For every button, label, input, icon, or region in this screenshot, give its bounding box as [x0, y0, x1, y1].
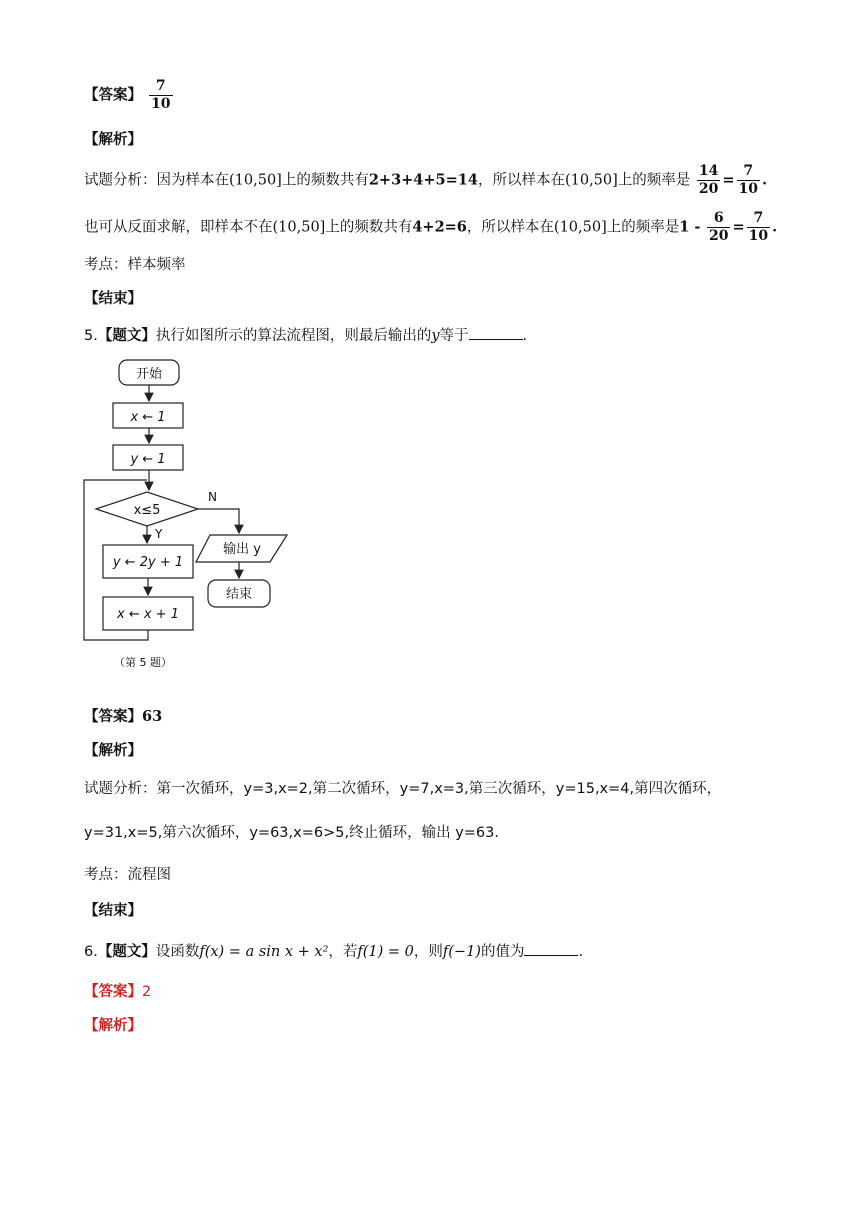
q4-l1-text-c: ，所以样本在: [477, 172, 565, 189]
frac-den: 10: [738, 181, 759, 197]
flow-output-label: 输出 y: [223, 542, 261, 557]
q5-answer-value: 63: [142, 708, 163, 725]
flow-condition-label: x≤5: [133, 503, 161, 518]
q6-answer-blank: [524, 943, 578, 956]
frac-den: 20: [698, 181, 719, 197]
q4-l2-interval: (10,50]: [272, 219, 326, 236]
q4-l2-text-b: 上的频数共有: [325, 219, 413, 236]
q4-l1-text-b: 上的频数共有: [281, 172, 369, 189]
q6-number: 6.: [84, 944, 98, 960]
flow-start-box: [119, 360, 179, 385]
q4-answer-tag: 【答案】: [84, 87, 142, 104]
q4-l1-text-a: 试题分析：因为样本在: [84, 172, 229, 189]
q6-answer-line: [84, 980, 151, 1001]
flow-box-x1-label: x ← 1: [130, 410, 166, 425]
q6-question-text-b: ，若: [328, 944, 358, 960]
q6-answer-value: 2: [142, 984, 152, 1000]
q5-kaodian: 考点：流程图: [84, 867, 171, 883]
flow-box-x-update-label: x ← x + 1: [117, 607, 179, 622]
q4-l1-text-d: 上的频率是: [617, 172, 691, 189]
frac-den: 20: [709, 228, 729, 244]
q4-end-tag: 【结束】: [84, 291, 142, 307]
q5-analysis-line1: 试题分析：第一次循环，y=3,x=2,第二次循环，y=7,x=3,第三次循环，y=15,x=4,第四次循环，: [84, 781, 722, 797]
q4-l2-sum: 4+2=6: [412, 218, 467, 236]
q4-l2-frac-2: [747, 210, 770, 245]
q4-analysis-tag: 【解析】: [84, 132, 142, 148]
q5-analysis-tag: 【解析】: [84, 743, 142, 759]
q4-l1-interval: (10,50]: [229, 172, 282, 189]
q4-l2-text-a: 也可从反面求解，即样本不在: [84, 219, 273, 236]
q4-analysis-line2: 也可从反面求解，即样本不在(10,50]上的频数共有4+2=6，所以样本在(10,50]上的频率是1 - $\frac{6}{20}$ = $\frac{7}{10}$ .: [84, 210, 778, 244]
q6-answer-tag: 【答案】: [84, 984, 142, 1000]
q6-function: f(x) = a sin x + x²: [199, 944, 329, 960]
q6-target: f(−1): [442, 944, 481, 960]
frac-num: 6: [707, 210, 730, 228]
q4-l2-interval-2: (10,50]: [553, 219, 607, 236]
flow-caption: （第 5 题）: [114, 656, 172, 669]
q5-analysis-line2: y=31,x=5,第六次循环，y=63,x=6>5,终止循环，输出 y=63.: [84, 825, 499, 841]
q5-question-text-a: 执行如图所示的算法流程图，则最后输出的: [155, 328, 432, 344]
q4-l1-frac-1: [697, 163, 720, 198]
q4-analysis-line1: 试题分析：因为样本在(10,50]上的频数共有2+3+4+5=14，所以样本在(10,50]上的频率是 $\frac{14}{20}$ = $\frac{7}{10}$ .: [84, 163, 768, 197]
q6-analysis-tag: 【解析】: [84, 1018, 142, 1034]
q5-question-var: y: [431, 328, 440, 344]
q6-title-tag: 【题文】: [97, 944, 156, 960]
q4-kaodian: 考点：样本频率: [84, 257, 186, 273]
q5-question-text-b: 等于: [439, 328, 469, 344]
flow-no-label: N: [208, 490, 217, 504]
frac-den: 10: [748, 228, 769, 244]
q5-question-end: .: [522, 328, 528, 344]
q6-question-text-a: 设函数: [155, 944, 200, 960]
q6-question: [84, 940, 583, 961]
q4-l2-text-d: 上的频率是: [606, 219, 680, 236]
flow-yes-label: Y: [155, 527, 163, 541]
q5-answer-line: [84, 705, 162, 726]
flow-end-label: 结束: [225, 587, 253, 602]
flow-condition-diamond: [96, 492, 198, 526]
q4-answer-fraction: [149, 78, 172, 113]
q4-answer-den: 10: [151, 96, 171, 112]
flow-box-x-update: [103, 597, 193, 630]
q4-l1-interval-2: (10,50]: [564, 172, 618, 189]
q4-l2-frac-1: [707, 210, 730, 245]
flow-box-y-update: [103, 545, 193, 578]
q6-question-text-d: 的值为: [480, 944, 525, 960]
q5-title-tag: 【题文】: [97, 328, 156, 344]
flow-end-box: [208, 580, 270, 607]
flow-output-parallelogram: [196, 535, 287, 562]
flow-box-y1: [113, 445, 183, 470]
q6-question-end: .: [578, 944, 584, 960]
q4-l2-text-c: ，所以样本在: [466, 219, 554, 236]
q4-l1-frac-2: [737, 163, 760, 198]
q5-question: [84, 324, 527, 345]
q6-condition: f(1) = 0: [357, 944, 414, 960]
q4-answer-line: [84, 78, 175, 113]
q4-l2-one: 1 -: [679, 218, 701, 236]
flow-box-y-update-label: y ← 2y + 1: [112, 555, 184, 570]
flow-start-label: 开始: [135, 367, 163, 382]
q5-answer-blank: [469, 327, 523, 340]
q4-l1-sum: 2+3+4+5=14: [368, 171, 478, 189]
frac-num: 7: [737, 163, 760, 181]
frac-num: 14: [698, 163, 719, 179]
q6-question-text-c: ，则: [413, 944, 443, 960]
frac-num: 7: [747, 210, 770, 228]
q5-answer-tag: 【答案】: [84, 709, 142, 725]
q5-end-tag: 【结束】: [84, 903, 142, 919]
q4-answer-num: 7: [149, 78, 172, 96]
flow-box-y1-label: y ← 1: [130, 452, 166, 467]
flow-box-x1: [113, 403, 183, 428]
q5-number: 5.: [84, 328, 98, 344]
